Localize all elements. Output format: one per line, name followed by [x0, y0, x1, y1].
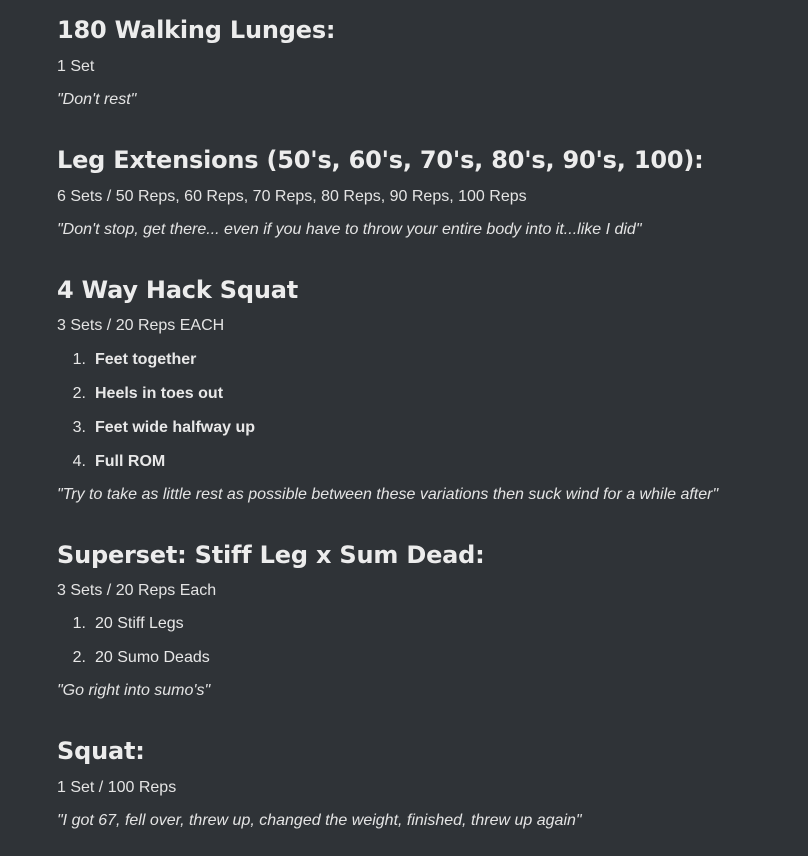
list-item: [57, 418, 808, 452]
section-title: Superset: Stiff Leg x Sum Dead:: [57, 541, 485, 569]
section-quote: "I got 67, fell over, threw up, changed the weight, finished, threw up again": [57, 812, 582, 829]
section-sets: 1 Set / 100 Reps: [57, 779, 177, 796]
list-item: [57, 614, 808, 648]
list-item-text: Full ROM: [95, 453, 166, 470]
section-walking-lunges: [57, 15, 335, 110]
section-superset: [57, 540, 808, 701]
variation-list: [57, 350, 808, 486]
list-number: 2.: [72, 649, 86, 666]
list-item-text: Feet together: [95, 351, 197, 368]
list-item: [57, 384, 808, 418]
list-number: 3.: [72, 419, 86, 436]
section-squat: [57, 736, 808, 831]
list-item-text: 20 Stiff Legs: [95, 615, 184, 632]
section-hack-squat: [57, 275, 808, 505]
section-sets: 3 Sets / 20 Reps EACH: [57, 317, 225, 334]
section-title: Leg Extensions (50's, 60's, 70's, 80's, 90's, 100):: [57, 146, 704, 174]
section-sets: 3 Sets / 20 Reps Each: [57, 582, 217, 599]
list-item: [57, 648, 808, 682]
list-item-text: 20 Sumo Deads: [95, 649, 210, 666]
list-number: 1.: [72, 351, 86, 368]
section-sets: 1 Set: [57, 58, 95, 75]
list-item: [57, 452, 808, 486]
section-quote: "Don't rest": [57, 91, 137, 108]
list-number: 2.: [72, 385, 86, 402]
section-title: Squat:: [57, 737, 145, 765]
list-number: 1.: [72, 615, 86, 632]
exercise-list: [57, 614, 808, 682]
section-leg-extensions: [57, 145, 808, 240]
list-item-text: Feet wide halfway up: [95, 419, 256, 436]
list-item: [57, 350, 808, 384]
list-number: 4.: [72, 453, 86, 470]
section-title: 4 Way Hack Squat: [57, 276, 298, 304]
section-quote: "Go right into sumo's": [57, 682, 211, 699]
section-quote: "Try to take as little rest as possible between these variations then suck wind for a while after": [57, 486, 719, 503]
section-title: 180 Walking Lunges:: [57, 16, 336, 44]
list-item-text: Heels in toes out: [95, 385, 224, 402]
section-quote: "Don't stop, get there... even if you have to throw your entire body into it...like I did": [57, 221, 642, 238]
section-sets: 6 Sets / 50 Reps, 60 Reps, 70 Reps, 80 Reps, 90 Reps, 100 Reps: [57, 188, 527, 205]
